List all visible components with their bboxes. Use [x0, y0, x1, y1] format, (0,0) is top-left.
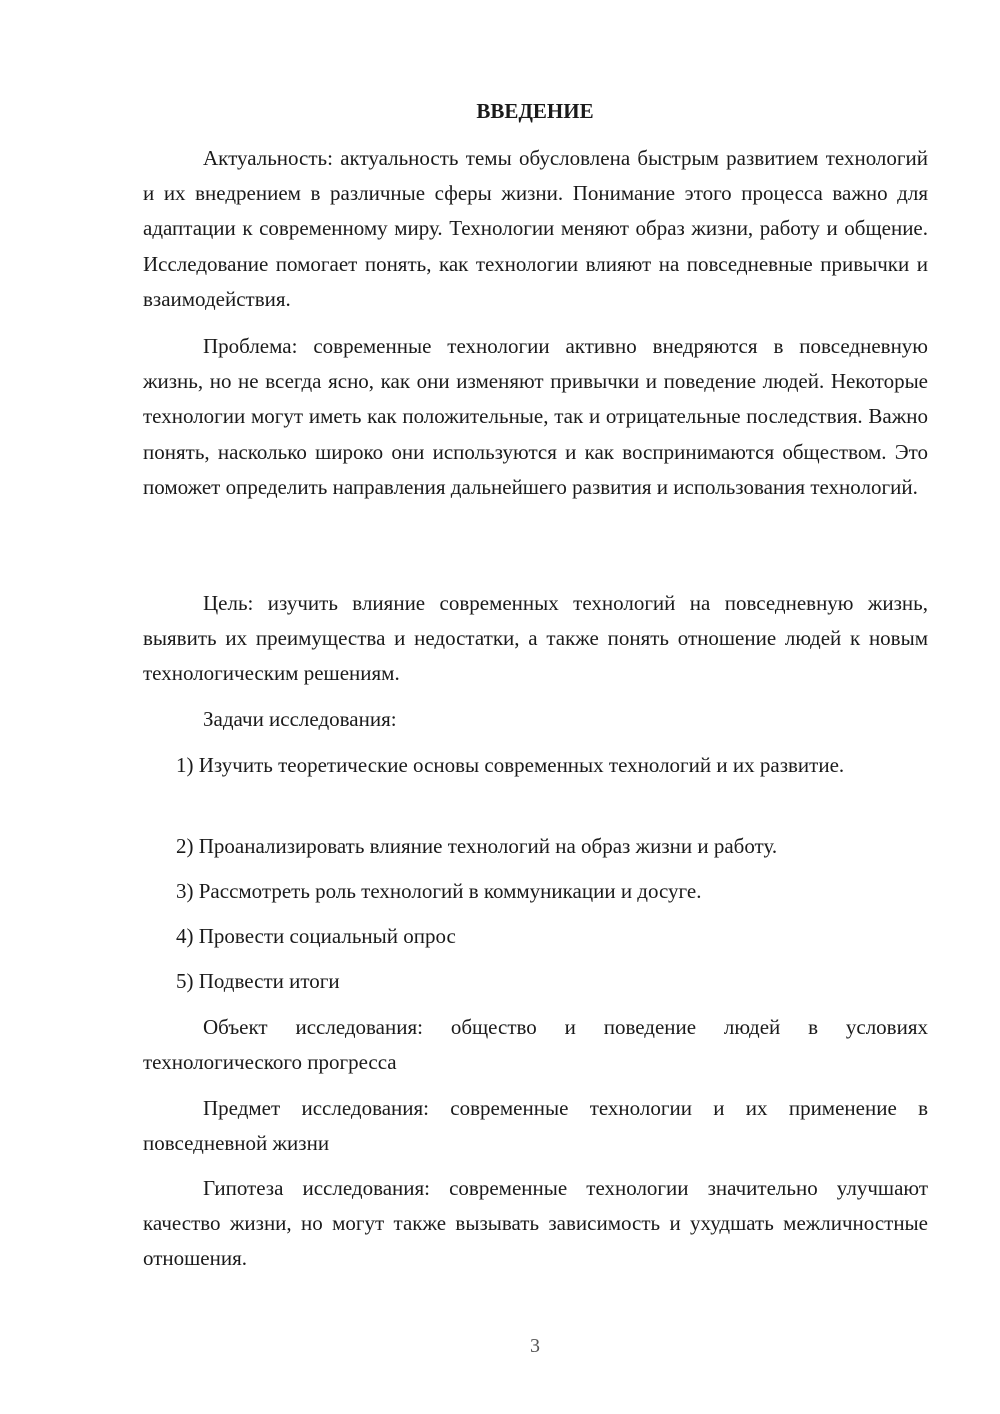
subject-paragraph: Предмет исследования: современные технологии и их применение в повседневной жизни [143, 1096, 928, 1156]
task-item-2: 2) Проанализировать влияние технологий на образ жизни и работу. [176, 834, 778, 858]
page-number: 3 [530, 1335, 540, 1357]
task-item-5: 5) Подвести итоги [176, 969, 340, 993]
task-item-1: 1) Изучить теоретические основы современных технологий и их развитие. [176, 753, 845, 777]
task-item-4: 4) Провести социальный опрос [176, 924, 456, 948]
goal-paragraph: Цель: изучить влияние современных технологий на повседневную жизнь, выявить их преимущества и недостатки, а также понять отношение людей к новым технологическим решениям. [143, 591, 928, 686]
problem-paragraph: Проблема: современные технологии активно внедряются в повседневную жизнь, но не всегда ясно, как они изменяют привычки и поведение людей. Некоторые технологии могут иметь как положительные, так и отрицательные последствия. Важно понять, насколько широко они используются и как воспринимаются обществом. Это поможет определить направления дальнейшего развития и использования технологий. [143, 334, 928, 499]
object-paragraph: Объект исследования: общество и поведение людей в условиях технологического прогресса [143, 1015, 928, 1075]
task-item-3: 3) Рассмотреть роль технологий в коммуникации и досуге. [176, 879, 702, 903]
tasks-heading: Задачи исследования: [203, 707, 397, 731]
section-heading: ВВЕДЕНИЕ [476, 99, 594, 123]
relevance-paragraph: Актуальность: актуальность темы обусловлена быстрым развитием технологий и их внедрением в различные сферы жизни. Понимание этого процесса важно для адаптации к современному миру. Технологии меняют образ жизни, работу и общение. Исследование помогает понять, как технологии влияют на повседневные привычки и взаимодействия. [143, 146, 928, 311]
hypothesis-paragraph: Гипотеза исследования: современные технологии значительно улучшают качество жизни, но могут также вызывать зависимость и ухудшать межличностные отношения. [143, 1176, 928, 1271]
